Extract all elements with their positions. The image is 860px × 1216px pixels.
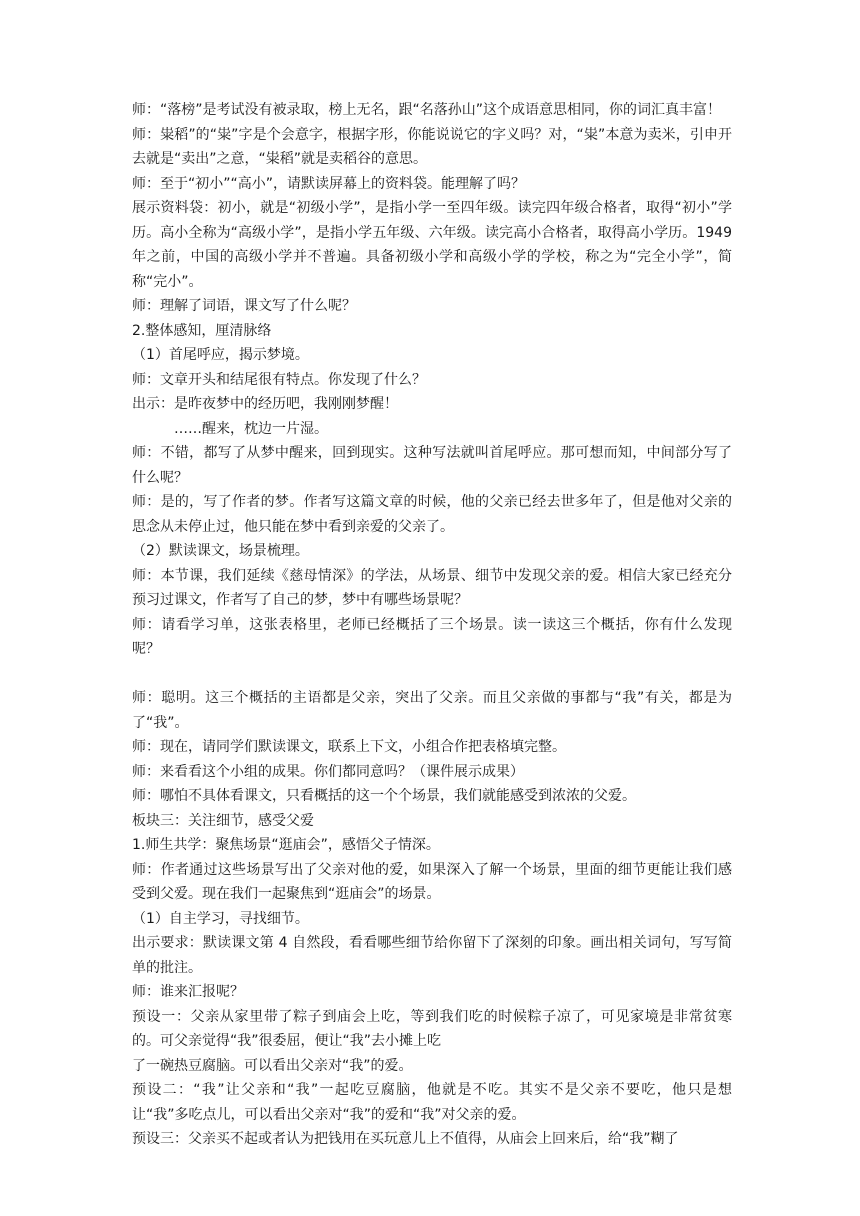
paragraph: 师：文章开头和结尾很有特点。你发现了什么？ [132,371,426,388]
paragraph: 预设二：“我”让父亲和“我”一起吃豆腐脑，他就是不吃。其实不是父亲不要吃，他只是想让“我”多吃点儿，可以看出父亲对“我”的爱和“我”对父亲的爱。 [132,1082,732,1123]
paragraph: 2.整体感知，厘清脉络 [132,322,272,339]
blank-line [132,662,732,687]
paragraph: 师：至于“初小”“高小”，请默读屏幕上的资料袋。能理解了吗？ [132,175,526,192]
document-body [132,98,732,1152]
paragraph: 出示要求：默读课文第 4 自然段，看看哪些细节给你留下了深刻的印象。画出相关词句，写写简单的批注。 [132,935,732,976]
paragraph: （1）首尾呼应，揭示梦境。 [132,347,309,363]
paragraph: 师：作者通过这些场景写出了父亲对他的爱，如果深入了解一个场景，里面的细节更能让我们感受到父爱。现在我们一起聚焦到“逛庙会”的场景。 [132,861,732,902]
paragraph: （2）默读课文，场景梳理。 [132,543,309,559]
paragraph: 师：理解了词语，课文写了什么呢？ [132,298,356,314]
paragraph: 展示资料袋：初小，就是“初级小学”，是指小学一至四年级。读完四年级合格者，取得“初小”学历。高小全称为“高级小学”，是指小学五年级、六年级。读完高小合格者，取得高小学历。1949 年之前，中国的高级小学并不普遍。具备初级小学和高级小学的学校，称之为“完全小学”，简称“完小”。 [132,200,732,290]
paragraph: （1）自主学习，寻找细节。 [132,910,309,927]
paragraph: 师：聪明。这三个概括的主语都是父亲，突出了父亲。而且父亲做的事都与“我”有关，都是为了“我”。 [132,690,732,731]
paragraph: 预设三：父亲买不起或者认为把钱用在买玩意儿上不值得，从庙会上回来后，给“我”糊了 [132,1131,679,1147]
paragraph: 师：请看学习单，这张表格里，老师已经概括了三个场景。读一读这三个概括，你有什么发现呢？ [132,616,732,657]
paragraph: 预设一：父亲从家里带了粽子到庙会上吃，等到我们吃的时候粽子凉了，可见家境是非常贫寒的。可父亲觉得“我”很委屈，便让“我”去小摊上吃 [132,1008,732,1049]
paragraph: 师：粜稻”的“粜”字是个会意字，根据字形，你能说说它的字义吗？对，“粜”本意为卖米，引申开去就是“卖出”之意，“粜稻”就是卖稻谷的意思。 [132,126,732,167]
paragraph: 师：本节课，我们延续《慈母情深》的学法，从场景、细节中发现父亲的爱。相信大家已经充分预习过课文，作者写了自己的梦，梦中有哪些场景呢？ [132,567,732,608]
paragraph: 了一碗热豆腐脑。可以看出父亲对“我”的爱。 [132,1057,413,1074]
paragraph: 师：现在，请同学们默读课文，联系上下文，小组合作把表格填完整。 [132,739,566,755]
paragraph: 师：“落榜”是考试没有被录取，榜上无名，跟“名落孙山”这个成语意思相同，你的词汇真丰富！ [132,102,722,118]
paragraph: 师：哪怕不具体看课文，只看概括的这一个个场景，我们就能感受到浓浓的父爱。 [132,788,636,804]
paragraph: ……醒来，枕边一片湿。 [174,420,328,437]
paragraph: 1.师生共学：聚焦场景“逛庙会”，感悟父子情深。 [132,837,440,853]
paragraph: 出示：是昨夜梦中的经历吧，我刚刚梦醒！ [132,396,398,412]
paragraph: 师：谁来汇报呢？ [132,984,244,1000]
paragraph: 师：是的，写了作者的梦。作者写这篇文章的时候，他的父亲已经去世多年了，但是他对父亲的思念从未停止过，他只能在梦中看到亲爱的父亲了。 [132,494,732,535]
paragraph: 板块三：关注细节，感受父爱 [132,812,314,829]
paragraph: 师：来看看这个小组的成果。你们都同意吗？（课件展示成果） [132,763,524,780]
paragraph: 师：不错，都写了从梦中醒来，回到现实。这种写法就叫首尾呼应。那可想而知，中间部分写了什么呢？ [132,445,732,486]
